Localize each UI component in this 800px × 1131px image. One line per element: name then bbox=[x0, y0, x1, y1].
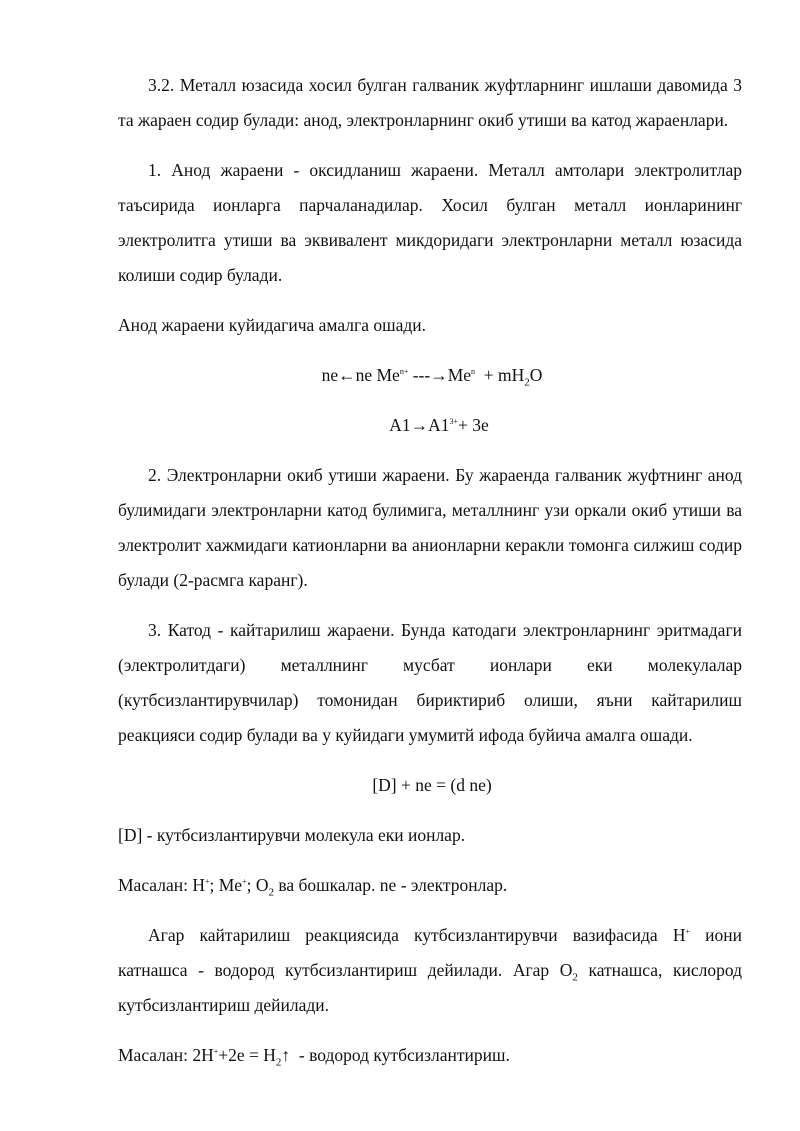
paragraph-example-hydrogen bbox=[118, 1038, 742, 1073]
text-run: ; Me bbox=[209, 875, 243, 895]
text-run: Масалан: 2H bbox=[118, 1045, 214, 1065]
superscript: + bbox=[204, 877, 210, 887]
paragraph-electron-flow: 2. Электронларни окиб утиши жараени. Бу жараенда галваник жуфтнинг анод булимидаги электронларни катод булимига, металлнинг узи оркали окиб утиши ва электролит хажмидаги катионларни ва анионларни керакли томонга силжиш содир булади (2-расмга каранг). bbox=[118, 465, 742, 590]
document-page bbox=[118, 68, 742, 1073]
superscript: + bbox=[242, 877, 247, 887]
eq-term: ne Me bbox=[355, 365, 400, 385]
eq-superscript: n bbox=[471, 367, 476, 377]
subscript: 2 bbox=[275, 1056, 282, 1069]
equation-aluminum-oxidation bbox=[118, 408, 742, 443]
eq-term: --- bbox=[408, 365, 431, 385]
text-run: +2e = H bbox=[218, 1045, 276, 1065]
text-run: ; O bbox=[246, 875, 269, 895]
paragraph-intro: 3.2. Металл юзасида хосил булган галваник жуфтларнинг ишлаши давомида 3 та жараен содир булади: анод, электронларнинг окиб утиши ва катод жараенлари. bbox=[118, 75, 742, 130]
eq-subscript: 2 bbox=[524, 376, 530, 389]
text-run: иони bbox=[690, 925, 742, 945]
arrow-left-icon: ← bbox=[338, 365, 356, 385]
eq-term: + 3e bbox=[458, 415, 489, 435]
equation-anode-general bbox=[118, 358, 742, 393]
paragraph-depolarization-types bbox=[118, 918, 742, 1023]
subscript: 2 bbox=[572, 971, 578, 984]
equation-cathode-general: [D] + ne = (d ne) bbox=[372, 775, 492, 795]
eq-term: + mH bbox=[475, 365, 525, 385]
subscript: 2 bbox=[268, 886, 274, 899]
text-run: Масалан: H bbox=[118, 875, 205, 895]
paragraph-cathode-process: 3. Катод - кайтарилиш жараени. Бунда катодаги электронларнинг эритмадаги (электролитдаги) металлнинг мусбат ионлари еки молекулалар (кутбсизлантирувчилар) томонидан бириктириб олиши, яъни кайтарилиш реакцияси содир булади ва у куйидаги умумитй ифода буйича амалга ошади. bbox=[118, 620, 742, 745]
paragraph-anode-intro: Анод жараени куйидагича амалга ошади. bbox=[118, 315, 427, 335]
paragraph-example-depolarizers bbox=[118, 868, 742, 903]
eq-term: O bbox=[529, 365, 543, 385]
eq-term: ne bbox=[321, 365, 339, 385]
text-run: - водород кутбсизлантириш. bbox=[290, 1045, 510, 1065]
eq-term: Me bbox=[447, 365, 472, 385]
eq-superscript: 3+ bbox=[449, 417, 459, 427]
eq-term: A1 bbox=[428, 415, 450, 435]
text-run: катнашса - водород кутбсизлантириш дейилади. Агар O bbox=[118, 960, 573, 980]
paragraph-depolarizer-definition: [D] - кутбсизлантирувчи молекула еки ионлар. bbox=[118, 825, 466, 845]
paragraph-anode-process: 1. Анод жараени - оксидланиш жараени. Металл амтолари электролитлар таъсирида ионларга парчаланадилар. Хосил булган металл ионларининг электролитга утиши ва эквивалент микдоридаги электронларни металл юзасида колиши содир булади. bbox=[118, 160, 742, 285]
text-run: Агар кайтарилиш реакциясида кутбсизлантирувчи вазифасида H bbox=[148, 925, 686, 945]
eq-term: A1 bbox=[389, 415, 411, 435]
text-run: катнашса, кислород кутбсизлантириш дейилади. bbox=[118, 960, 742, 1015]
arrow-right-icon: → bbox=[410, 415, 429, 435]
eq-superscript: n+ bbox=[399, 367, 409, 377]
superscript: + bbox=[213, 1047, 219, 1057]
arrow-right-icon: → bbox=[430, 365, 448, 385]
text-run: ва бошкалар. ne - электронлар. bbox=[273, 875, 508, 895]
superscript: + bbox=[685, 927, 690, 937]
arrow-up-icon: ↑ bbox=[281, 1045, 291, 1065]
